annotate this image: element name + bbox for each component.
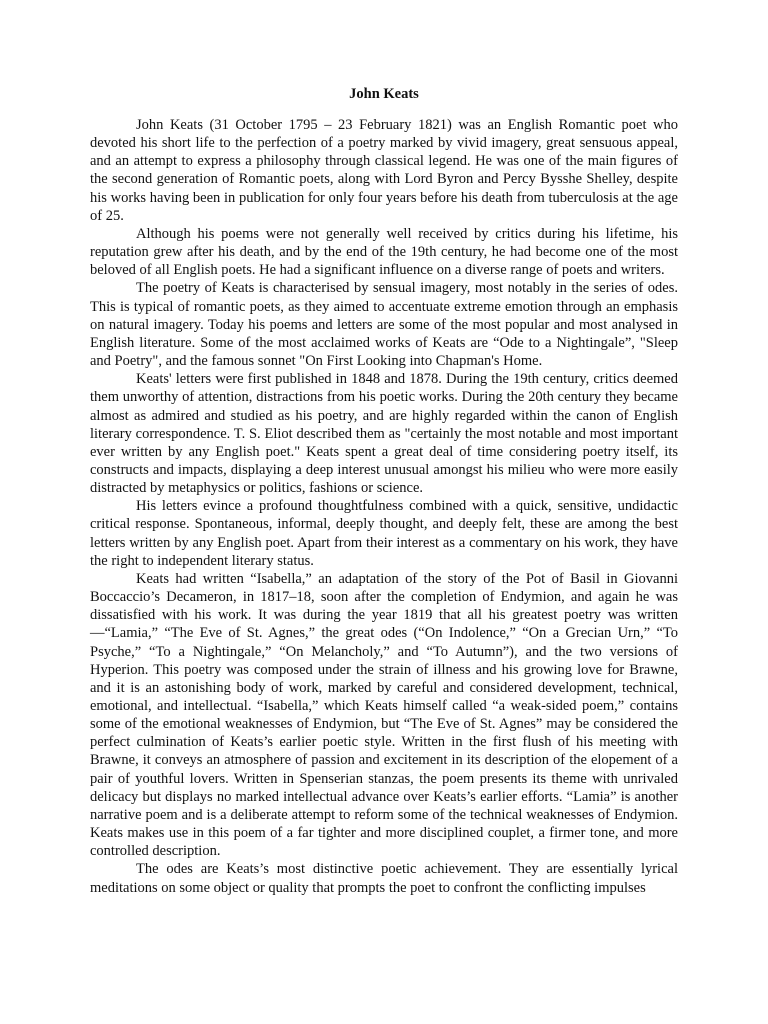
document-page xyxy=(90,84,678,897)
paragraph-3: The poetry of Keats is characterised by sensual imagery, most notably in the series of odes. This is typical of romantic poets, as they aimed to accentuate extreme emotion through an emphasis on natural imagery. Today his poems and letters are some of the most popular and most analysed in English literature. Some of the most acclaimed works of Keats are “Ode to a Nightingale”, "Sleep and Poetry", and the famous sonnet "On First Looking into Chapman's Home. xyxy=(90,280,678,370)
paragraph-5: His letters evince a profound thoughtfulness combined with a quick, sensitive, undidactic critical response. Spontaneous, informal, deeply thought, and deeply felt, these are among the best letters written by any English poet. Apart from their interest as a commentary on his work, they have the right to independent literary status. xyxy=(90,498,678,569)
paragraph-2: Although his poems were not generally well received by critics during his lifetime, his reputation grew after his death, and by the end of the 19th century, he had become one of the most beloved of all English poets. He had a significant influence on a diverse range of poets and writers. xyxy=(90,225,678,279)
paragraph-4: Keats' letters were first published in 1848 and 1878. During the 19th century, critics deemed them unworthy of attention, distractions from his poetic works. During the 20th century they became almost as admired and studied as his poetry, and are highly regarded within the canon of English literary correspondence. T. S. Eliot described them as "certainly the most notable and most important ever written by any English poet." Keats spent a great deal of time considering poetry itself, its constructs and impacts, displaying a deep interest unusual amongst his milieu who were more easily distracted by metaphysics or politics, fashions or science. xyxy=(90,371,678,497)
paragraph-6: Keats had written “Isabella,” an adaptation of the story of the Pot of Basil in Giovanni Boccaccio’s Decameron, in 1817–18, soon after the completion of Endymion, and again he was dissatisfied with his work. It was during the year 1819 that all his greatest poetry was written—“Lamia,” “The Eve of St. Agnes,” the great odes (“On Indolence,” “On a Grecian Urn,” “To Psyche,” “To a Nightingale,” “On Melancholy,” and “To Autumn”), and the two versions of Hyperion. This poetry was composed under the strain of illness and his growing love for Brawne, and it is an astonishing body of work, marked by careful and considered development, technical, emotional, and intellectual. “Isabella,” which Keats himself called “a weak-sided poem,” contains some of the emotional weaknesses of Endymion, but “The Eve of St. Agnes” may be considered the perfect culmination of Keats’s earlier poetic style. Written in the first flush of his meeting with Brawne, it conveys an atmosphere of passion and excitement in its description of the elopement of a pair of youthful lovers. Written in Spenserian stanzas, the poem presents its theme with unrivaled delicacy but displays no marked intellectual advance over Keats’s earlier efforts. “Lamia” is another narrative poem and is a deliberate attempt to reform some of the technical weaknesses of Endymion. Keats makes use in this poem of a far tighter and more disciplined couplet, a firmer tone, and more controlled description. xyxy=(90,570,678,860)
paragraph-7: The odes are Keats’s most distinctive poetic achievement. They are essentially lyrical meditations on some object or quality that prompts the poet to confront the conflicting impulses xyxy=(90,861,678,896)
paragraph-1: John Keats (31 October 1795 – 23 February 1821) was an English Romantic poet who devoted his short life to the perfection of a poetry marked by vivid imagery, great sensuous appeal, and an attempt to express a philosophy through classical legend. He was one of the main figures of the second generation of Romantic poets, along with Lord Byron and Percy Bysshe Shelley, despite his works having been in publication for only four years before his death from tuberculosis at the age of 25. xyxy=(90,117,678,224)
document-title: John Keats xyxy=(349,86,419,102)
